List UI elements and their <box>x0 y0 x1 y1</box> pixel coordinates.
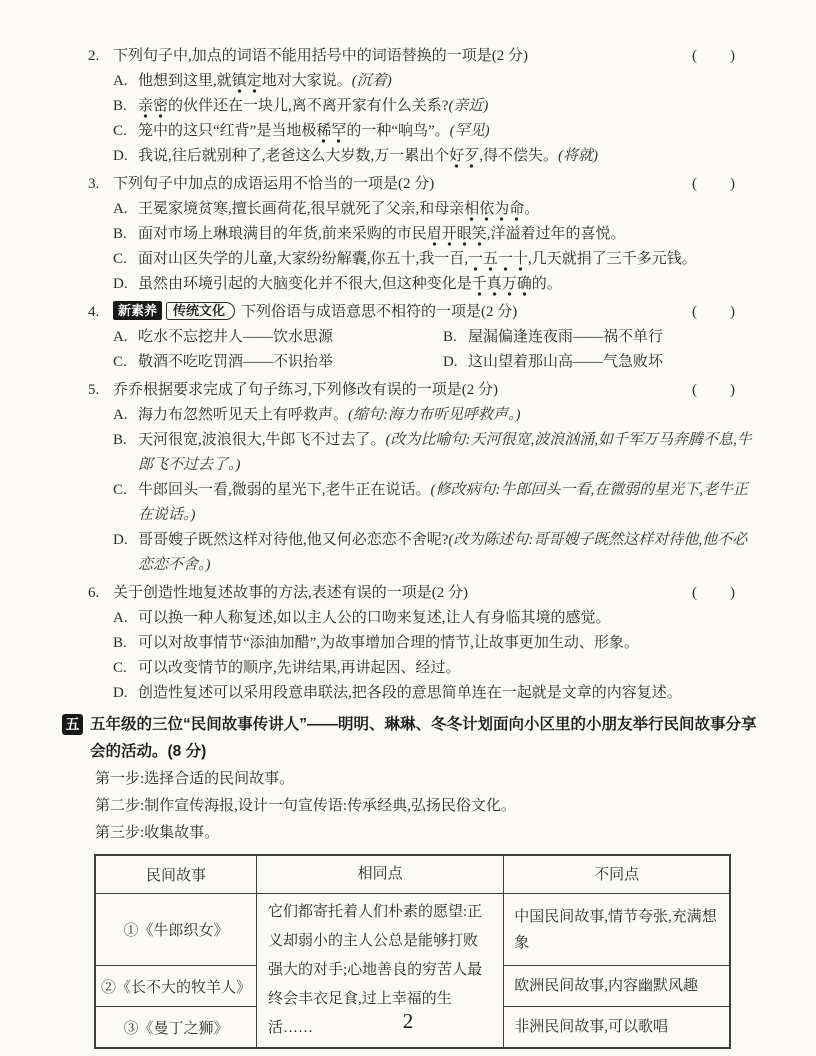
text-segment: 面对山区失学的儿童,大家纷纷解囊,你五十,我一百, <box>138 251 469 267</box>
question-3 <box>88 172 760 297</box>
option-label: A. <box>113 610 128 626</box>
difference-cell-2: 欧洲民间故事,内容幽默风趣 <box>504 966 730 1007</box>
option-D <box>113 528 760 578</box>
option-label: C. <box>113 123 127 139</box>
option-label: C. <box>113 660 127 676</box>
question-stem <box>113 585 468 601</box>
text-segment: 的伙伴还在一块儿,离不离开家有什么关系? <box>168 98 449 114</box>
question-stem-text: 下列句子中加点的成语运用不恰当的一项是(2 分) <box>113 176 435 192</box>
option-B <box>443 325 760 350</box>
option-label: C. <box>113 251 127 267</box>
text-segment: 他想到这里,就 <box>138 73 232 89</box>
activity-section <box>62 711 760 1049</box>
options <box>113 606 760 706</box>
option-B <box>113 631 760 656</box>
activity-step-3: 第三步:收集故事。 <box>95 825 220 841</box>
text-segment: ,得不偿失。 <box>479 148 559 164</box>
annotation-text: (修改病句:牛郎回头一看,在微弱的星光下,老牛正在说话。) <box>138 482 749 523</box>
text-segment: 面对市场上琳琅满目的年货,前来采购的市民 <box>138 226 427 242</box>
text-segment: 的一种“响鸟”。 <box>346 123 450 139</box>
option-text <box>138 631 760 656</box>
option-text <box>138 94 760 119</box>
activity-steps <box>95 766 760 847</box>
story-cell-3: ③《曼丁之狮》 <box>95 1007 256 1048</box>
options <box>113 197 760 297</box>
question-number: 6. <box>88 585 100 601</box>
option-D <box>443 350 760 375</box>
question-number: 4. <box>88 304 100 320</box>
text-segment: 地对大家说。 <box>261 73 352 89</box>
option-A <box>113 69 760 94</box>
annotation-text: (沉着) <box>351 73 392 89</box>
option-label: D. <box>113 532 128 548</box>
option-C <box>113 478 760 528</box>
option-text <box>138 272 760 297</box>
emphasized-word: 千真万确 <box>472 276 532 296</box>
option-A <box>113 606 760 631</box>
text-segment: 创造性复述可以采用段意串联法,把各段的意思简单连在一起就是文章的内容复述。 <box>138 685 682 701</box>
option-text <box>468 325 760 350</box>
annotation-text: (罕见) <box>449 123 490 139</box>
text-segment: 牛郎回头一看,微弱的星光下,老牛正在说话。 <box>138 482 431 498</box>
table-header-row <box>95 855 730 894</box>
option-label: A. <box>113 407 128 423</box>
text-segment: 的。 <box>531 276 562 292</box>
question-list <box>88 44 760 706</box>
answer-bracket: ( ) <box>692 382 736 398</box>
option-D <box>113 272 760 297</box>
text-segment: 可以换一种人称复述,如以主人公的口吻来复述,让人有身临其境的感觉。 <box>138 610 611 626</box>
option-text <box>138 656 760 681</box>
option-label: B. <box>113 226 127 242</box>
story-cell-2: ②《长不大的牧羊人》 <box>95 966 256 1007</box>
text-segment: 吃水不忘挖井人——饮水思源 <box>138 329 334 345</box>
question-6 <box>88 581 760 706</box>
option-text <box>138 197 760 222</box>
emphasized-word: 好歹 <box>449 148 479 168</box>
activity-header <box>62 711 760 765</box>
annotation-text: (改为比喻句:天河很宽,波浪汹涌,如千军万马奔腾不息,牛郎飞不过去了。) <box>138 432 752 473</box>
answer-bracket: ( ) <box>692 304 736 320</box>
option-text <box>138 325 443 350</box>
page-content <box>65 44 760 1049</box>
activity-step-2: 第二步:制作宣传海报,设计一句宣传语:传承经典,弘扬民俗文化。 <box>95 798 516 814</box>
answer-bracket: ( ) <box>692 48 736 64</box>
question-stem-text: 乔乔根据要求完成了句子练习,下列修改有误的一项是(2 分) <box>113 382 498 398</box>
option-C <box>113 656 760 681</box>
option-label: B. <box>442 329 457 345</box>
difference-cell-3: 非洲民间故事,可以歌唱 <box>504 1007 730 1048</box>
option-text <box>138 69 760 94</box>
text-segment: 可以对故事情节“添油加醋”,为故事增加合理的情节,让故事更加生动、形象。 <box>138 635 639 651</box>
similarity-cell: 它们都寄托着人们朴素的愿望:正义却弱小的主人公总是能够打败强大的对手;心地善良的穷苦人最终会丰衣足食,过上幸福的生活…… <box>256 894 503 1049</box>
option-B <box>113 428 760 478</box>
text-segment: 敬酒不吃吃罚酒——不识抬举 <box>138 354 334 370</box>
story-cell-1: ①《牛郎织女》 <box>95 894 256 966</box>
emphasized-word: 一五一十 <box>468 251 528 271</box>
options <box>113 325 760 375</box>
table-header-story: 民间故事 <box>95 855 256 894</box>
text-segment: ,洋溢着过年的喜悦。 <box>486 226 626 242</box>
option-label: B. <box>113 635 127 651</box>
question-stem-row <box>88 300 760 325</box>
text-segment: 。 <box>524 201 540 217</box>
text-segment: 屋漏偏逢连夜雨——祸不单行 <box>467 329 663 345</box>
question-stem <box>113 176 434 192</box>
answer-bracket: ( ) <box>692 585 736 601</box>
table-row <box>95 894 730 966</box>
emphasized-word: 稀罕 <box>316 123 346 143</box>
question-4 <box>88 300 760 375</box>
traditional-culture-badge: 传统文化 <box>166 302 235 320</box>
table-head <box>95 855 730 894</box>
annotation-text: (将就) <box>558 148 599 164</box>
option-text <box>138 222 760 247</box>
text-segment: 虽然由环境引起的大脑变化并不很大,但这种变化是 <box>138 276 472 292</box>
option-label: A. <box>113 201 128 217</box>
option-text <box>138 428 760 478</box>
option-label: D. <box>113 148 128 164</box>
emphasized-word: 镇定 <box>232 73 262 93</box>
text-segment: 这山望着那山高——气急败坏 <box>467 354 663 370</box>
option-text <box>138 247 760 272</box>
emphasized-word: 眉开眼笑 <box>427 226 487 246</box>
options <box>113 403 760 578</box>
option-B <box>113 94 760 119</box>
option-A <box>113 325 443 350</box>
option-text <box>138 606 760 631</box>
text-segment: ,几天就捐了三千多元钱。 <box>528 251 697 267</box>
question-stem <box>113 48 528 64</box>
option-text <box>138 528 760 578</box>
option-text <box>138 144 760 169</box>
option-label: A. <box>113 73 128 89</box>
question-stem-text: 下列句子中,加点的词语不能用括号中的词语替换的一项是(2 分) <box>113 48 528 64</box>
question-stem-row <box>88 44 760 69</box>
table-header-difference: 不同点 <box>504 855 730 894</box>
text-segment: 海力布忽然听见天上有呼救声。 <box>138 407 349 423</box>
option-label: B. <box>113 432 127 448</box>
answer-bracket: ( ) <box>692 176 736 192</box>
question-2 <box>88 44 760 169</box>
option-label: B. <box>113 98 127 114</box>
option-text <box>138 681 760 706</box>
table-header-similarity: 相同点 <box>256 855 503 894</box>
text-segment: 哥哥嫂子既然这样对待他,他又何必恋恋不舍呢? <box>138 532 449 548</box>
option-label: D. <box>113 276 128 292</box>
text-segment: 可以改变情节的顺序,先讲结果,再讲起因、经过。 <box>138 660 461 676</box>
emphasized-word: 相依为命 <box>464 201 524 221</box>
activity-step-1: 第一步:选择合适的民间故事。 <box>95 771 295 787</box>
option-label: C. <box>113 354 127 370</box>
option-text <box>138 403 760 428</box>
option-text <box>138 119 760 144</box>
annotation-text: (改为陈述句:哥哥嫂子既然这样对待他,他不必恋恋不舍。) <box>138 532 748 573</box>
activity-intro: 五年级的三位“民间故事传讲人”——明明、琳琳、冬冬计划面向小区里的小朋友举行民间故事分享会的活动。(8 分) <box>90 716 757 760</box>
option-C <box>113 350 443 375</box>
option-A <box>113 403 760 428</box>
option-B <box>113 222 760 247</box>
option-C <box>113 119 760 144</box>
question-stem-row <box>88 378 760 403</box>
option-D <box>113 144 760 169</box>
question-stem-text: 下列俗语与成语意思不相符的一项是(2 分) <box>241 304 518 320</box>
option-label: D. <box>442 354 458 370</box>
question-stem-text: 关于创造性地复述故事的方法,表述有误的一项是(2 分) <box>113 585 468 601</box>
page-number: 2 <box>402 1009 414 1033</box>
option-text <box>468 350 760 375</box>
options <box>113 69 760 169</box>
text-segment: 天河很宽,波浪很大,牛郎飞不过去了。 <box>138 432 386 448</box>
option-D <box>113 681 760 706</box>
question-stem-row <box>88 581 760 606</box>
option-label: A. <box>113 329 128 345</box>
difference-cell-1: 中国民间故事,情节夸张,充满想象 <box>504 894 730 966</box>
question-stem <box>113 304 517 320</box>
question-stem-row <box>88 172 760 197</box>
question-5 <box>88 378 760 578</box>
text-segment: 王冕家境贫寒,擅长画荷花,很早就死了父亲,和母亲 <box>138 201 465 217</box>
emphasized-word: 亲密 <box>138 98 168 118</box>
question-stem <box>113 382 498 398</box>
annotation-text: (缩句:海力布听见呼救声。) <box>348 407 521 423</box>
new-literacy-badge: 新素养 <box>113 301 162 320</box>
option-text <box>138 478 760 528</box>
question-number: 3. <box>88 176 100 192</box>
option-C <box>113 247 760 272</box>
question-number: 5. <box>88 382 100 398</box>
text-segment: 我说,往后就别种了,老爸这么大岁数,万一累出个 <box>138 148 450 164</box>
option-text <box>138 350 443 375</box>
text-segment: 笼中的这只“红背”是当地极 <box>138 123 317 139</box>
section-five-badge: 五 <box>62 714 83 735</box>
option-A <box>113 197 760 222</box>
question-number: 2. <box>88 48 100 64</box>
option-label: D. <box>113 685 128 701</box>
annotation-text: (亲近) <box>448 98 489 114</box>
option-label: C. <box>113 482 127 498</box>
